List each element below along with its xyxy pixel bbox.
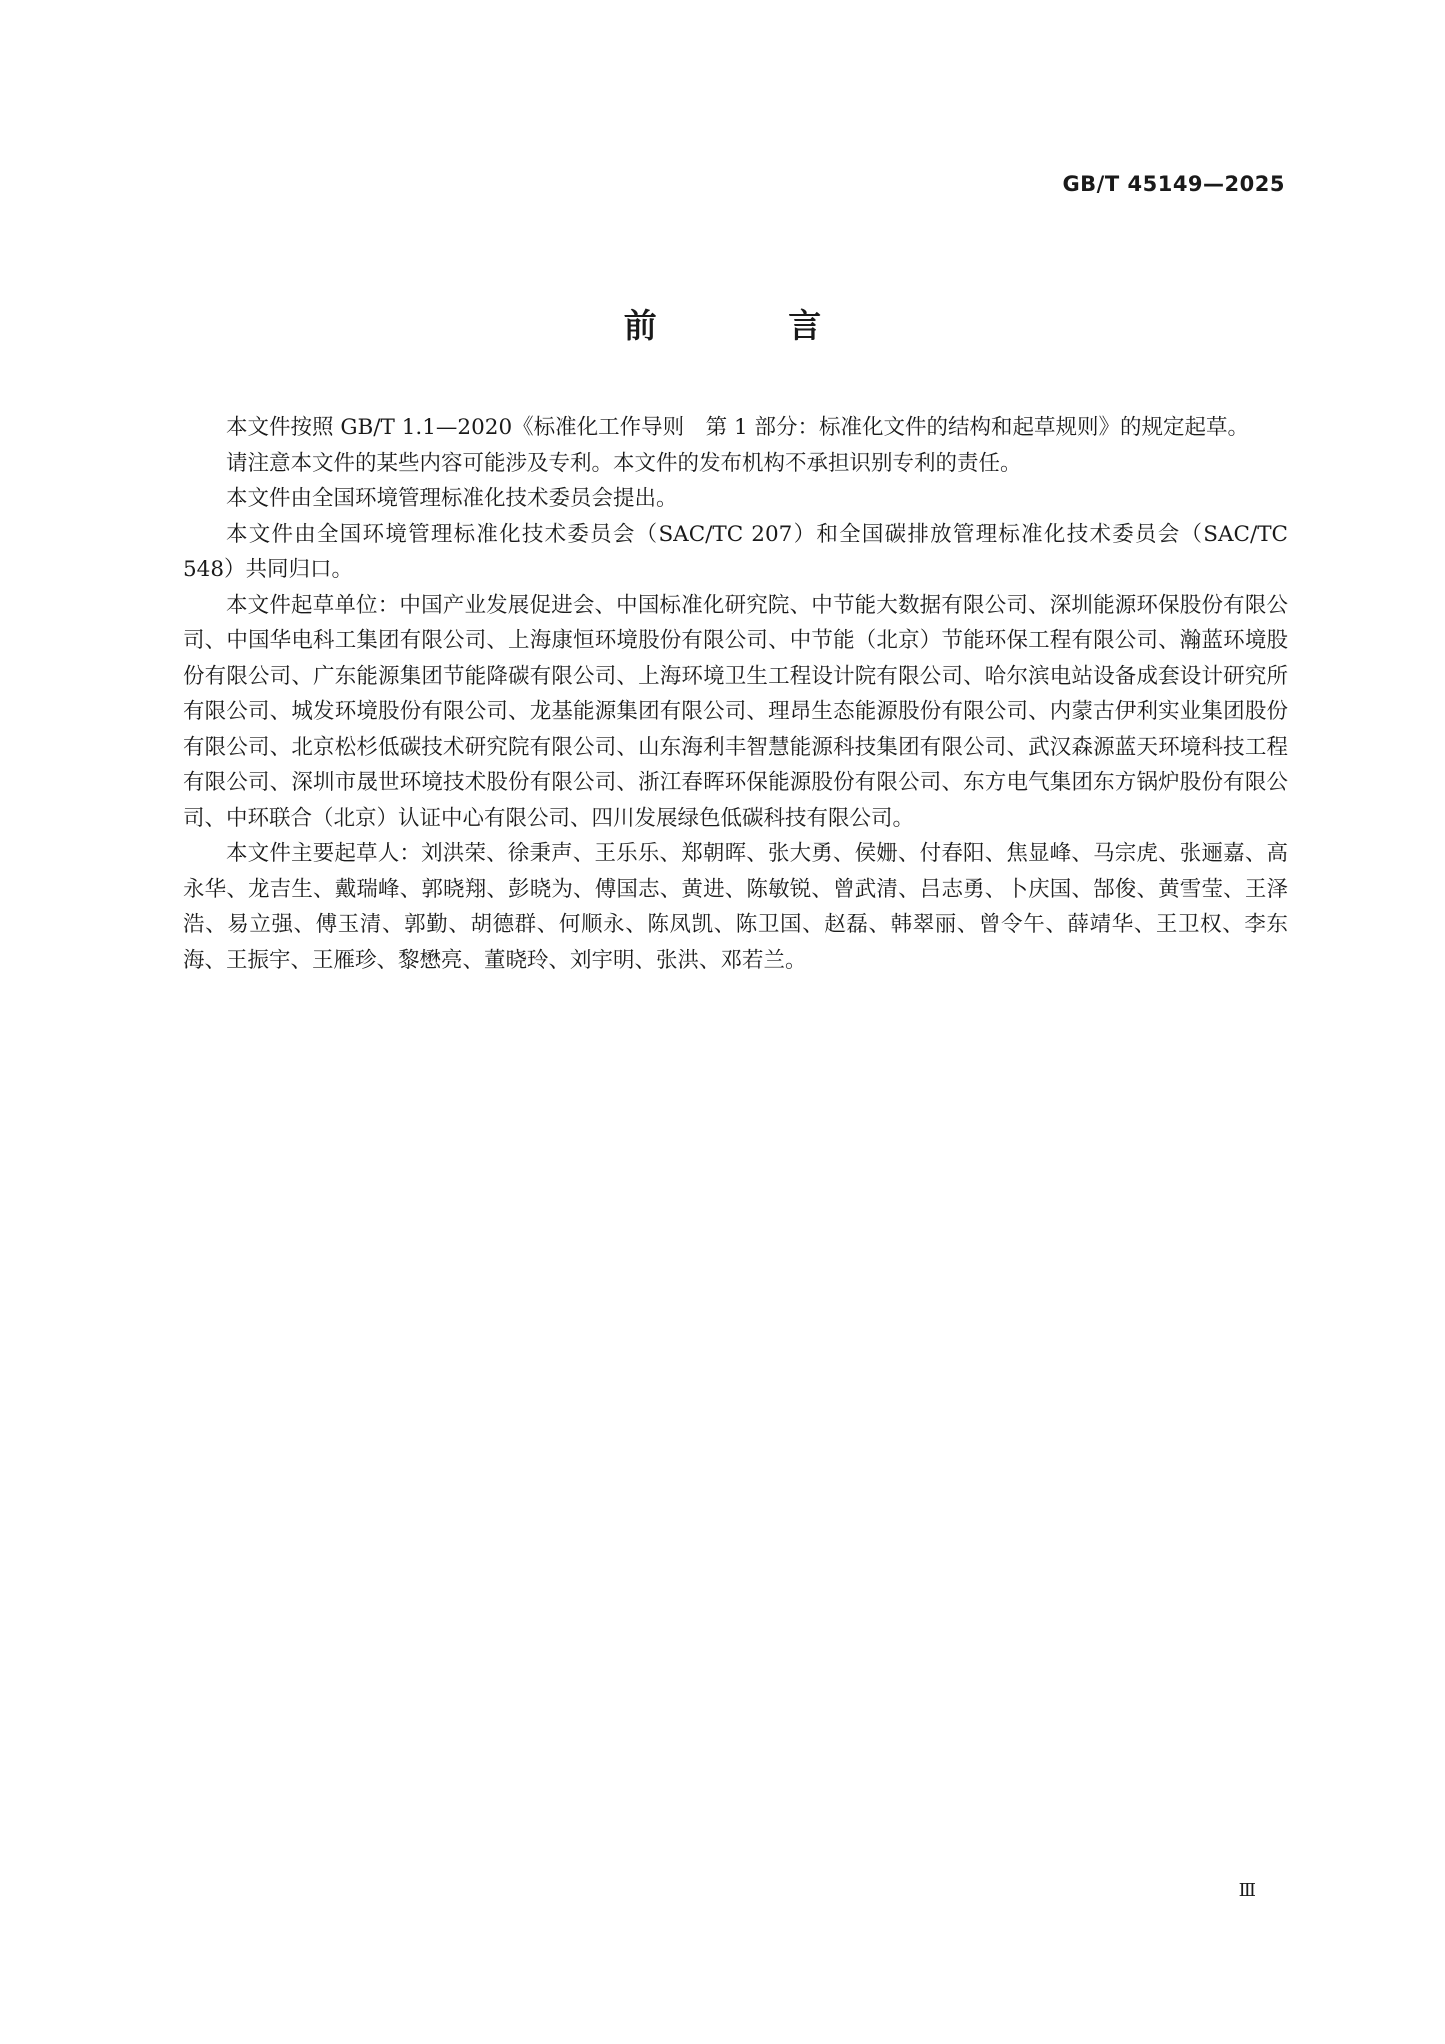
paragraph-centralized-by: 本文件由全国环境管理标准化技术委员会（SAC/TC 207）和全国碳排放管理标准化技术委员会（SAC/TC 548）共同归口。 — [183, 521, 1288, 582]
foreword-body — [183, 410, 1288, 978]
paragraph-patent-notice: 请注意本文件的某些内容可能涉及专利。本文件的发布机构不承担识别专利的责任。 — [226, 450, 1022, 476]
page-number: Ⅲ — [1238, 1880, 1255, 1901]
page-title: 前 言 — [623, 306, 882, 345]
standard-code: GB/T 45149—2025 — [1062, 172, 1285, 196]
paragraph-proposed-by: 本文件由全国环境管理标准化技术委员会提出。 — [226, 486, 678, 511]
paragraph-drafting-rules: 本文件按照 GB/T 1.1—2020《标准化工作导则 第 1 部分：标准化文件的结构和起草规则》的规定起草。 — [226, 415, 1249, 440]
paragraph-drafting-units: 本文件起草单位：中国产业发展促进会、中国标准化研究院、中节能大数据有限公司、深圳能源环保股份有限公司、中国华电科工集团有限公司、上海康恒环境股份有限公司、中节能（北京）节能环保工程有限公司、瀚蓝环境股份有限公司、广东能源集团节能降碳有限公司、上海环境卫生工程设计院有限公司、哈尔滨电站设备成套设计研究所有限公司、城发环境股份有限公司、龙基能源集团有限公司、理昂生态能源股份有限公司、内蒙古伊利实业集团股份有限公司、北京松杉低碳技术研究院有限公司、山东海利丰智慧能源科技集团有限公司、武汉森源蓝天环境科技工程有限公司、深圳市晟世环境技术股份有限公司、浙江春晖环保能源股份有限公司、东方电气集团东方锅炉股份有限公司、中环联合（北京）认证中心有限公司、四川发展绿色低碳科技有限公司。 — [183, 592, 1288, 831]
paragraph-main-drafters: 本文件主要起草人：刘洪荣、徐秉声、王乐乐、郑朝晖、张大勇、侯姗、付春阳、焦显峰、马宗虎、张逦嘉、高永华、龙吉生、戴瑞峰、郭晓翔、彭晓为、傅国志、黄进、陈敏锐、曾武清、吕志勇、卜庆国、郜俊、黄雪莹、王泽浩、易立强、傅玉清、郭勤、胡德群、何顺永、陈凤凯、陈卫国、赵磊、韩翠丽、曾令午、薛靖华、王卫权、李东海、王振宇、王雁珍、黎懋亮、董晓玲、刘宇明、张洪、邓若兰。 — [183, 841, 1288, 973]
